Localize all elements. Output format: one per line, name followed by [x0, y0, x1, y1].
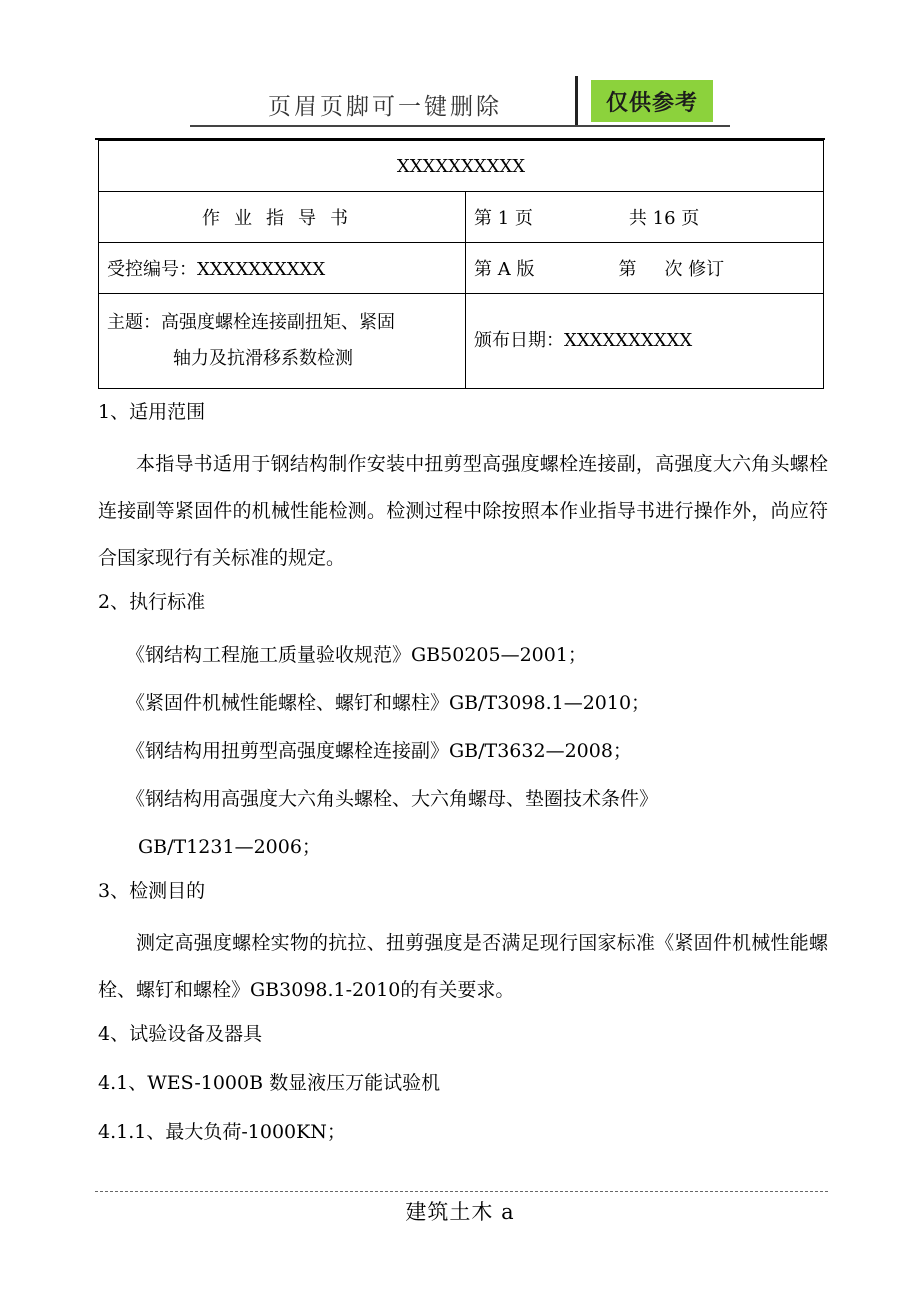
- document-type: 作业指导书: [99, 192, 466, 243]
- subject-line-1: 主题：高强度螺栓连接副扭矩、紧固: [107, 312, 395, 333]
- footer-text: 建筑土木 a: [405, 1200, 515, 1224]
- company-name: XXXXXXXXXX: [99, 141, 824, 192]
- standard-ref-4-cont: GB/T1231—2006；: [138, 836, 321, 858]
- revision-suffix: 次 修订: [664, 259, 725, 280]
- section-2-title: 2、执行标准: [98, 591, 206, 613]
- revision-prefix: 第: [618, 259, 637, 280]
- standard-ref-4: 《钢结构用高强度大六角头螺栓、大六角螺母、垫圈技术条件》: [126, 788, 659, 810]
- footer-rule: [95, 1191, 828, 1192]
- subject-line-2: 轴力及抗滑移系数检测: [173, 348, 353, 369]
- control-number: 受控编号：XXXXXXXXXX: [99, 243, 466, 294]
- section-4-title: 4、试验设备及器具: [98, 1023, 263, 1045]
- document-body: [98, 392, 828, 1161]
- page-number: 第 1 页: [474, 208, 533, 229]
- section-3-title: 3、检测目的: [98, 880, 206, 902]
- section-1-text: 本指导书适用于钢结构制作安装中扭剪型高强度螺栓连接副，高强度大六角头螺栓连接副等紧固件的机械性能检测。检测过程中除按照本作业指导书进行操作外，尚应符合国家现行有关标准的规定。: [98, 453, 828, 569]
- standard-ref-3: 《钢结构用扭剪型高强度螺栓连接副》GB/T3632—2008；: [126, 740, 632, 762]
- page-info-cell: [466, 192, 824, 243]
- section-1-title: 1、适用范围: [98, 401, 206, 423]
- header-underline: [190, 125, 730, 127]
- document-info-table: [98, 140, 824, 389]
- version: 第 A 版: [474, 259, 535, 280]
- issue-date: 颁布日期：XXXXXXXXXX: [466, 294, 824, 389]
- header-text: 页眉页脚可一键删除: [268, 94, 502, 120]
- subject-cell: [99, 294, 466, 389]
- header-divider: [575, 76, 578, 126]
- section-4-1: 4.1、WES-1000B 数显液压万能试验机: [98, 1072, 441, 1094]
- section-4-1-1: 4.1.1、最大负荷-1000KN；: [98, 1121, 346, 1143]
- total-pages: 共 16 页: [628, 208, 700, 229]
- version-cell: [466, 243, 824, 294]
- standard-ref-1: 《钢结构工程施工质量验收规范》GB50205—2001；: [126, 644, 587, 666]
- section-3-text: 测定高强度螺栓实物的抗拉、扭剪强度是否满足现行国家标准《紧固件机械性能螺栓、螺钉和螺栓》GB3098.1-2010的有关要求。: [98, 932, 828, 1001]
- reference-badge: 仅供参考: [591, 80, 713, 122]
- standard-ref-2: 《紧固件机械性能螺栓、螺钉和螺柱》GB/T3098.1—2010；: [126, 692, 651, 714]
